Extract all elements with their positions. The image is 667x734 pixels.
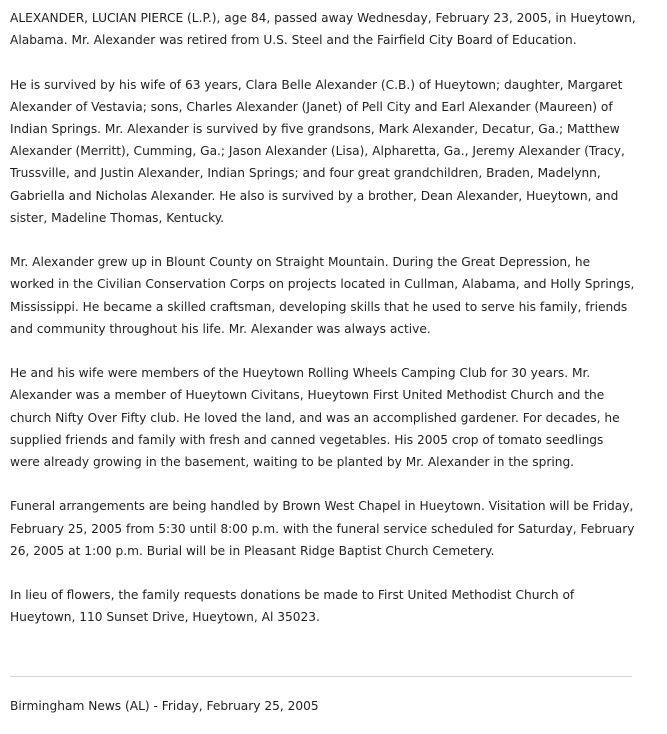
divider <box>10 676 632 677</box>
publication-source: Birmingham News (AL) - Friday, February 25, 2005 <box>10 699 319 713</box>
obituary-paragraph-memberships: He and his wife were members of the Hueytown Rolling Wheels Camping Club for 30 years. Mr. Alexander was a member of Hueytown Civitans, Hueytown First United Methodist Church and the church Nifty Over Fifty club. He loved the land, and was an accomplished gardener. For decades, he supplied friends and family with fresh and canned vegetables. His 2005 crop of tomato seedlings were already growing in the basement, waiting to be planted by Mr. Alexander in the spring. <box>10 366 620 470</box>
obituary-paragraph-funeral-arrangements: Funeral arrangements are being handled by Brown West Chapel in Hueytown. Visitation will be Friday, February 25, 2005 from 5:30 until 8:00 p.m. with the funeral service scheduled for Saturday, February 26, 2005 at 1:00 p.m. Burial will be in Pleasant Ridge Baptist Church Cemetery. <box>10 499 635 558</box>
obituary-paragraph-survivors: He is survived by his wife of 63 years, Clara Belle Alexander (C.B.) of Hueytown; daughter, Margaret Alexander of Vestavia; sons, Charles Alexander (Janet) of Pell City and Earl Alexander (Maureen) of Indian Springs. Mr. Alexander is survived by five grandsons, Mark Alexander, Decatur, Ga.; Matthew Alexander (Merritt), Cumming, Ga.; Jason Alexander (Lisa), Alpharetta, Ga., Jeremy Alexander (Tracy, Trussville, and Justin Alexander, Indian Springs; and four great grandchildren, Braden, Madelynn, Gabriella and Nicholas Alexander. He also is survived by a brother, Dean Alexander, Hueytown, and sister, Madeline Thomas, Kentucky. <box>10 77 625 225</box>
obituary-paragraph-donations: In lieu of flowers, the family requests donations be made to First United Methodist Church of Hueytown, 110 Sunset Drive, Hueytown, Al 35023. <box>10 588 575 625</box>
obituary-text <box>10 7 636 651</box>
obituary-paragraph-biography: Mr. Alexander grew up in Blount County on Straight Mountain. During the Great Depression, he worked in the Civilian Conservation Corps on projects located in Cullman, Alabama, and Holly Springs, Mississippi. He became a skilled craftsman, developing skills that he used to serve his family, friends and community throughout his life. Mr. Alexander was always active. <box>10 255 635 336</box>
obituary-paragraph-intro: ALEXANDER, LUCIAN PIERCE (L.P.), age 84, passed away Wednesday, February 23, 2005, in Hueytown, Alabama. Mr. Alexander was retired from U.S. Steel and the Fairfield City Board of Education. <box>10 11 636 48</box>
